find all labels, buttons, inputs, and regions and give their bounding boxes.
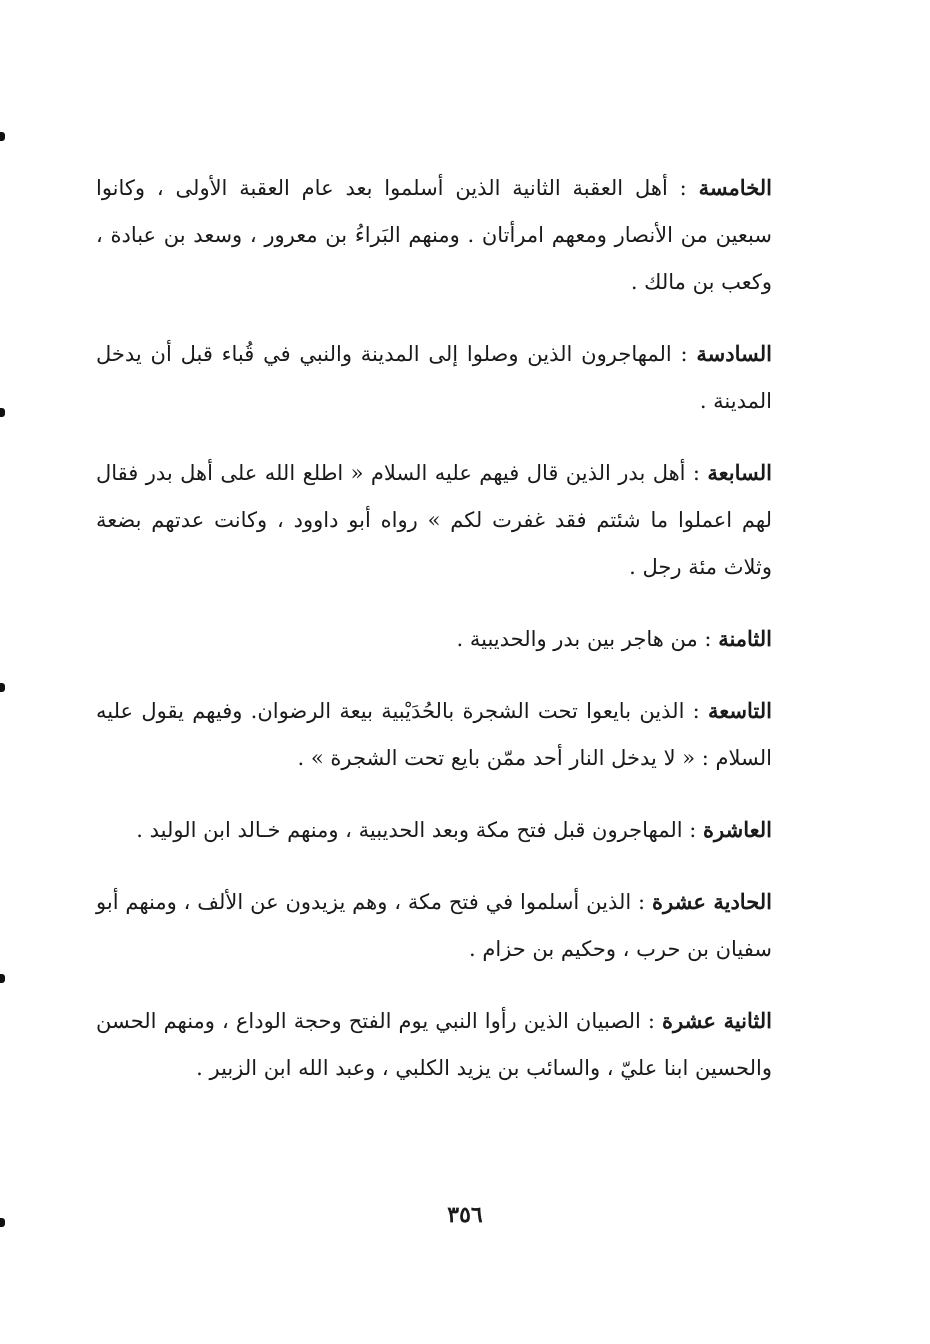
paragraph-sixth bbox=[96, 330, 772, 425]
paragraph-text: : أهل العقبة الثانية الذين أسلموا بعد عام العقبة الأولى ، وكانوا سبعين من الأنصار ومعهم امرأتان . ومنهم البَراءُ بن معرور ، وسعد بن عبادة ، وكعب بن مالك . bbox=[96, 176, 772, 294]
paragraph-text: : أهل بدر الذين قال فيهم عليه السلام « اطلع الله على أهل بدر فقال لهم اعملوا ما شئتم فقد غفرت لكم » رواه أبو داوود ، وكانت عدتهم بضعة وثلاث مئة رجل . bbox=[96, 461, 772, 579]
paragraph-text: : الذين أسلموا في فتح مكة ، وهم يزيدون عن الألف ، ومنهم أبو سفيان بن حرب ، وحكيم بن حزام . bbox=[96, 890, 772, 961]
paragraph-fifth bbox=[96, 164, 772, 306]
margin-mark bbox=[0, 974, 5, 983]
body-text bbox=[96, 164, 772, 1116]
paragraph-tenth bbox=[96, 806, 772, 854]
paragraph-lead: الثانية عشرة bbox=[662, 1008, 772, 1033]
paragraph-lead: الحادية عشرة bbox=[652, 889, 772, 914]
paragraph-lead: السادسة bbox=[696, 341, 772, 366]
paragraph-text: : الذين بايعوا تحت الشجرة بالحُدَيْبية بيعة الرضوان. وفيهم يقول عليه السلام : « لا يدخل النار أحد ممّن بايع تحت الشجرة » . bbox=[96, 699, 772, 770]
paragraph-lead: الثامنة bbox=[718, 626, 772, 651]
paragraph-ninth bbox=[96, 687, 772, 782]
paragraph-eleventh bbox=[96, 878, 772, 973]
page-number: ٣٥٦ bbox=[447, 1202, 483, 1228]
paragraph-text: : الصبيان الذين رأوا النبي يوم الفتح وحجة الوداع ، ومنهم الحسن والحسين ابنا عليّ ، والسائب بن يزيد الكلبي ، وعبد الله ابن الزبير . bbox=[96, 1009, 772, 1080]
margin-mark bbox=[0, 132, 5, 141]
paragraph-text: : المهاجرون الذين وصلوا إلى المدينة والنبي في قُباء قبل أن يدخل المدينة . bbox=[96, 342, 772, 413]
paragraph-eighth bbox=[96, 615, 772, 663]
paragraph-twelfth bbox=[96, 997, 772, 1092]
paragraph-lead: السابعة bbox=[707, 460, 772, 485]
paragraph-lead: العاشرة bbox=[703, 817, 772, 842]
paragraph-lead: التاسعة bbox=[708, 698, 772, 723]
margin-mark bbox=[0, 683, 5, 692]
paragraph-text: : من هاجر بين بدر والحديبية . bbox=[456, 627, 719, 651]
paragraph-seventh bbox=[96, 449, 772, 591]
paragraph-text: : المهاجرون قبل فتح مكة وبعد الحديبية ، ومنهم خـالد ابن الوليد . bbox=[136, 818, 704, 842]
paragraph-lead: الخامسة bbox=[698, 175, 772, 200]
margin-mark bbox=[0, 408, 5, 417]
